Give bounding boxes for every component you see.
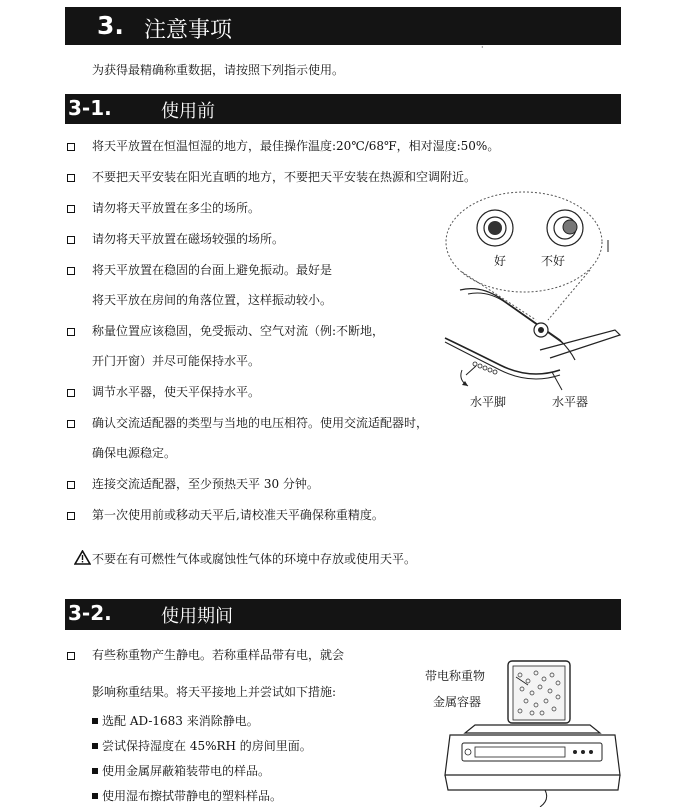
section-title: 使用前	[161, 101, 215, 122]
list-item: 请勿将天平放置在磁场较强的场所。	[92, 232, 285, 246]
checkbox-icon	[67, 143, 75, 151]
bullet-item: 选配 AD-1683 来消除静电。	[102, 714, 259, 728]
checkbox-icon	[67, 512, 75, 520]
bullet-icon	[92, 793, 98, 799]
checkbox-icon	[67, 389, 75, 397]
intro-text: 为获得最精确称重数据，请按照下列指示使用。	[92, 63, 345, 77]
list-item: 第一次使用前或移动天平后,请校准天平确保称重精度。	[92, 508, 384, 522]
chapter-number: 3.	[97, 11, 124, 40]
section-header-bar	[65, 599, 621, 630]
stray-mark: ·	[481, 43, 484, 52]
list-item: 连接交流适配器，至少预热天平 30 分钟。	[92, 477, 319, 491]
list-item: 调节水平器，使天平保持水平。	[92, 385, 261, 399]
level-figure	[440, 190, 630, 410]
checkbox-icon	[67, 174, 75, 182]
good-label: 好	[494, 254, 507, 268]
checkbox-icon	[67, 205, 75, 213]
bad-label: 不好	[541, 254, 566, 268]
chapter-header-bar	[65, 7, 621, 45]
sample-label: 带电称重物	[425, 669, 486, 683]
section-title: 使用期间	[161, 606, 233, 627]
bullet-icon	[92, 743, 98, 749]
section-number: 3-2.	[68, 601, 112, 625]
list-item: 确认交流适配器的类型与当地的电压相符。使用交流适配器时，	[92, 416, 429, 430]
level-label: 水平器	[552, 395, 589, 409]
list-item: 称量位置应该稳固，免受振动、空气对流（例:不断地，	[92, 324, 385, 338]
chapter-title: 注意事项	[144, 18, 233, 43]
list-item-continuation: 影响称重结果。将天平接地上并尝试如下措施:	[92, 685, 337, 699]
checkbox-icon	[67, 420, 75, 428]
checkbox-icon	[67, 236, 75, 244]
list-item-continuation: 确保电源稳定。	[92, 446, 177, 460]
bullet-icon	[92, 768, 98, 774]
checkbox-icon	[67, 267, 75, 275]
list-item: 将天平放置在恒温恒湿的地方，最佳操作温度:20℃/68℉，相对湿度:50%。	[92, 139, 500, 153]
checkbox-icon	[67, 652, 75, 660]
section-number: 3-1.	[68, 96, 112, 120]
foot-label: 水平脚	[470, 395, 507, 409]
bullet-item: 使用湿布擦拭带静电的塑料样品。	[102, 789, 283, 803]
checkbox-icon	[67, 328, 75, 336]
bullet-icon	[92, 718, 98, 724]
warning-icon	[74, 550, 91, 565]
checkbox-icon	[67, 481, 75, 489]
warning-text: 不要在有可燃性气体或腐蚀性气体的环境中存放或使用天平。	[92, 552, 417, 566]
bullet-item: 尝试保持湿度在 45%RH 的房间里面。	[102, 739, 312, 753]
container-label: 金属容器	[433, 695, 482, 709]
list-item: 有些称重物产生静电。若称重样品带有电，就会	[92, 648, 345, 662]
list-item-continuation: 开门开窗）并尽可能保持水平。	[92, 354, 261, 368]
list-item: 不要把天平安装在阳光直晒的地方，不要把天平安装在热源和空调附近。	[92, 170, 477, 184]
list-item: 将天平放置在稳固的台面上避免振动。最好是	[92, 263, 333, 277]
list-item-continuation: 将天平放在房间的角落位置，这样振动较小。	[92, 293, 333, 307]
list-item: 请勿将天平放置在多尘的场所。	[92, 201, 261, 215]
bullet-item: 使用金属屏蔽箱装带电的样品。	[102, 764, 271, 778]
section-header-bar	[65, 94, 621, 124]
